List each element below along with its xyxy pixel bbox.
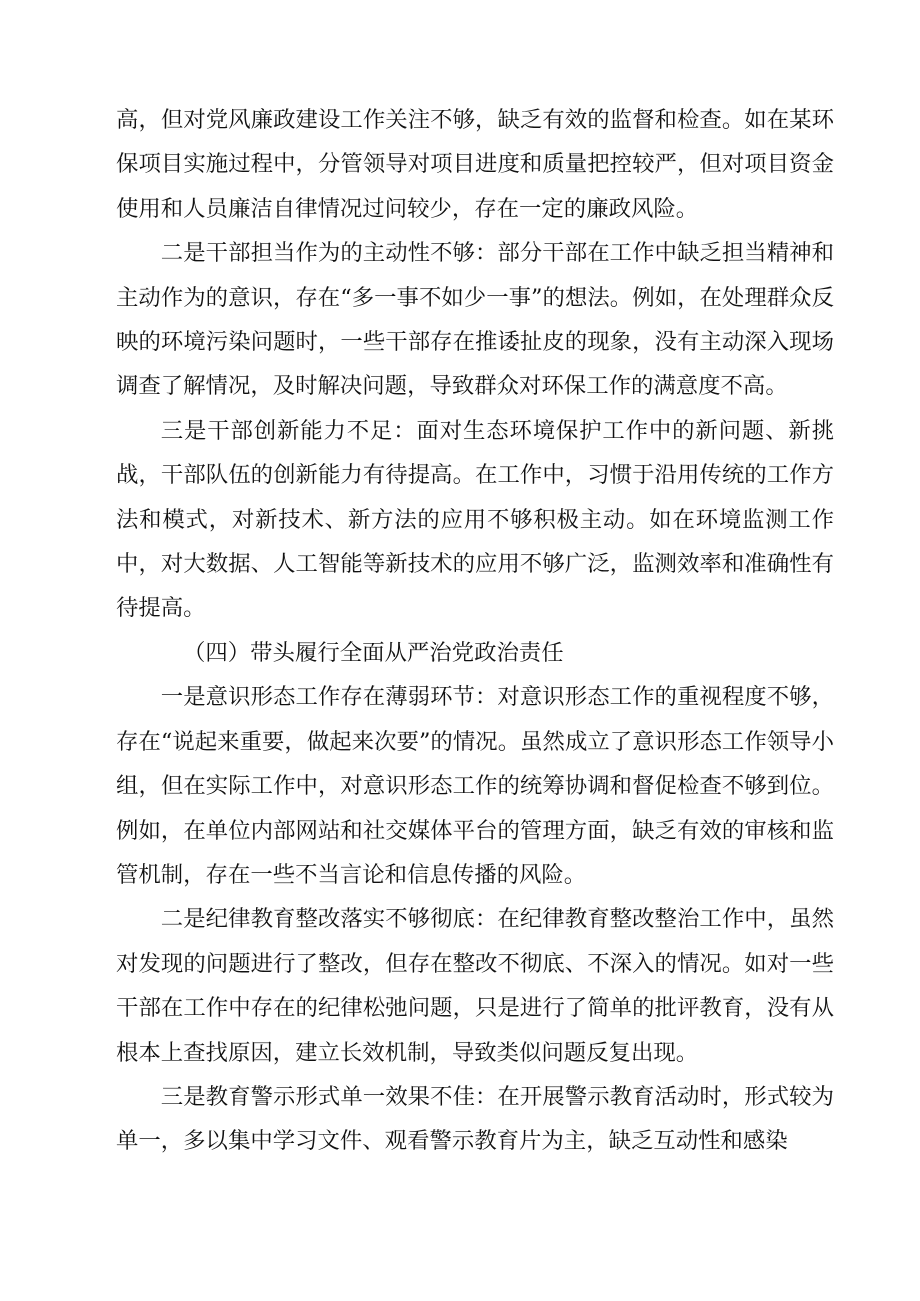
section-heading: （四）带头履行全面从严治党政治责任	[183, 639, 564, 666]
paragraph-continuation: 高，但对党风廉政建设工作关注不够，缺乏有效的监督和检查。如在某环保项目实施过程中，分管领导对项目进度和质量把控较严，但对项目资金使用和人员廉洁自律情况过问较少，存在一定的廉政风险。	[116, 107, 834, 222]
paragraph-ideology-work: 一是意识形态工作存在薄弱环节：对意识形态工作的重视程度不够，存在“说起来重要，做起来次要”的情况。虽然成立了意识形态工作领导小组，但在实际工作中，对意识形态工作的统筹协调和督促检查不够到位。例如，在单位内部网站和社交媒体平台的管理方面，缺乏有效的审核和监管机制，存在一些不当言论和信息传播的风险。	[116, 684, 834, 888]
paragraph-cadre-innovation: 三是干部创新能力不足：面对生态环境保护工作中的新问题、新挑战，干部队伍的创新能力有待提高。在工作中，习惯于沿用传统的工作方法和模式，对新技术、新方法的应用不够积极主动。如在环境监测工作中，对大数据、人工智能等新技术的应用不够广泛，监测效率和准确性有待提高。	[116, 417, 834, 622]
paragraph-cadre-initiative: 二是干部担当作为的主动性不够：部分干部在工作中缺乏担当精神和主动作为的意识，存在“多一事不如少一事”的想法。例如，在处理群众反映的环境污染问题时，一些干部存在推诿扯皮的现象，没有主动深入现场调查了解情况，及时解决问题，导致群众对环保工作的满意度不高。	[116, 240, 834, 400]
paragraph-discipline-rectification: 二是纪律教育整改落实不够彻底：在纪律教育整改整治工作中，虽然对发现的问题进行了整改，但存在整改不彻底、不深入的情况。如对一些干部在工作中存在的纪律松弛问题，只是进行了简单的批评教育，没有从根本上查找原因，建立长效机制，导致类似问题反复出现。	[116, 906, 834, 1066]
document-page	[116, 98, 834, 1164]
paragraph-warning-education: 三是教育警示形式单一效果不佳：在开展警示教育活动时，形式较为单一，多以集中学习文件、观看警示教育片为主，缺乏互动性和感染	[116, 1083, 834, 1155]
